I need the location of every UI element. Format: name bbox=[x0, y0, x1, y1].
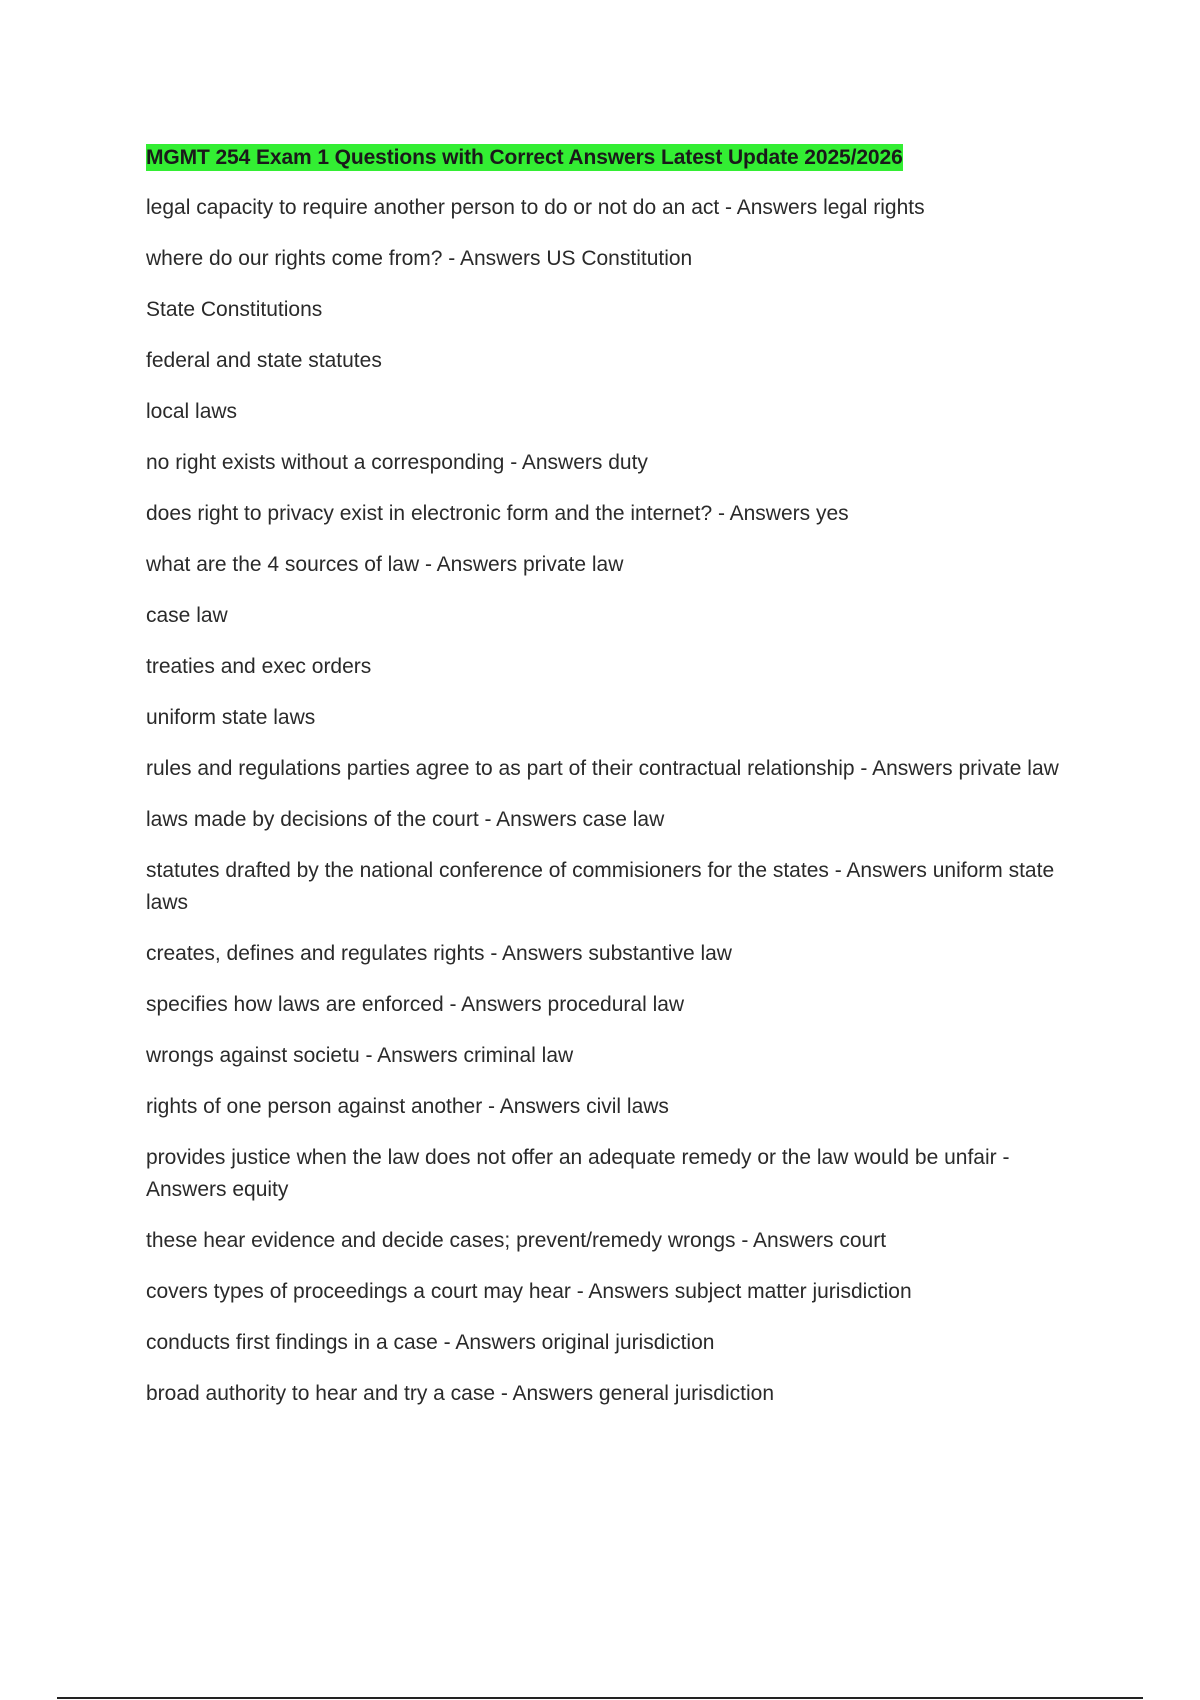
qa-entry: uniform state laws bbox=[146, 706, 316, 729]
qa-entry: rights of one person against another - Answers civil laws bbox=[146, 1095, 669, 1118]
qa-entry: does right to privacy exist in electronic form and the internet? - Answers yes bbox=[146, 502, 849, 525]
qa-entry: no right exists without a corresponding - Answers duty bbox=[146, 451, 648, 474]
qa-entry: these hear evidence and decide cases; prevent/remedy wrongs - Answers court bbox=[146, 1229, 887, 1252]
qa-entry: local laws bbox=[146, 400, 238, 423]
qa-entry: conducts first findings in a case - Answers original jurisdiction bbox=[146, 1331, 715, 1354]
qa-entry: what are the 4 sources of law - Answers private law bbox=[146, 553, 624, 576]
qa-entry: legal capacity to require another person to do or not do an act - Answers legal rights bbox=[146, 196, 925, 219]
qa-entry: where do our rights come from? - Answers US Constitution bbox=[146, 247, 693, 270]
qa-list bbox=[146, 192, 1086, 1410]
qa-entry: specifies how laws are enforced - Answers procedural law bbox=[146, 993, 685, 1016]
qa-entry: statutes drafted by the national conference of commisioners for the states - Answers uniform state laws bbox=[146, 859, 1055, 914]
footer-divider bbox=[57, 1697, 1143, 1699]
qa-entry: creates, defines and regulates rights - Answers substantive law bbox=[146, 942, 732, 965]
title-line bbox=[146, 143, 1086, 175]
qa-entry: wrongs against societu - Answers criminal law bbox=[146, 1044, 574, 1067]
qa-entry: covers types of proceedings a court may hear - Answers subject matter jurisdiction bbox=[146, 1280, 912, 1303]
qa-entry: case law bbox=[146, 604, 228, 627]
document-title: MGMT 254 Exam 1 Questions with Correct Answers Latest Update 2025/2026 bbox=[146, 146, 903, 169]
qa-entry: broad authority to hear and try a case - Answers general jurisdiction bbox=[146, 1382, 775, 1405]
qa-entry: State Constitutions bbox=[146, 298, 323, 321]
qa-entry: rules and regulations parties agree to as part of their contractual relationship - Answers private law bbox=[146, 757, 1059, 780]
document-body bbox=[146, 143, 1086, 1429]
qa-entry: provides justice when the law does not offer an adequate remedy or the law would be unfair - Answers equity bbox=[146, 1146, 1010, 1201]
qa-entry: laws made by decisions of the court - Answers case law bbox=[146, 808, 665, 831]
qa-entry: treaties and exec orders bbox=[146, 655, 372, 678]
qa-entry: federal and state statutes bbox=[146, 349, 382, 372]
